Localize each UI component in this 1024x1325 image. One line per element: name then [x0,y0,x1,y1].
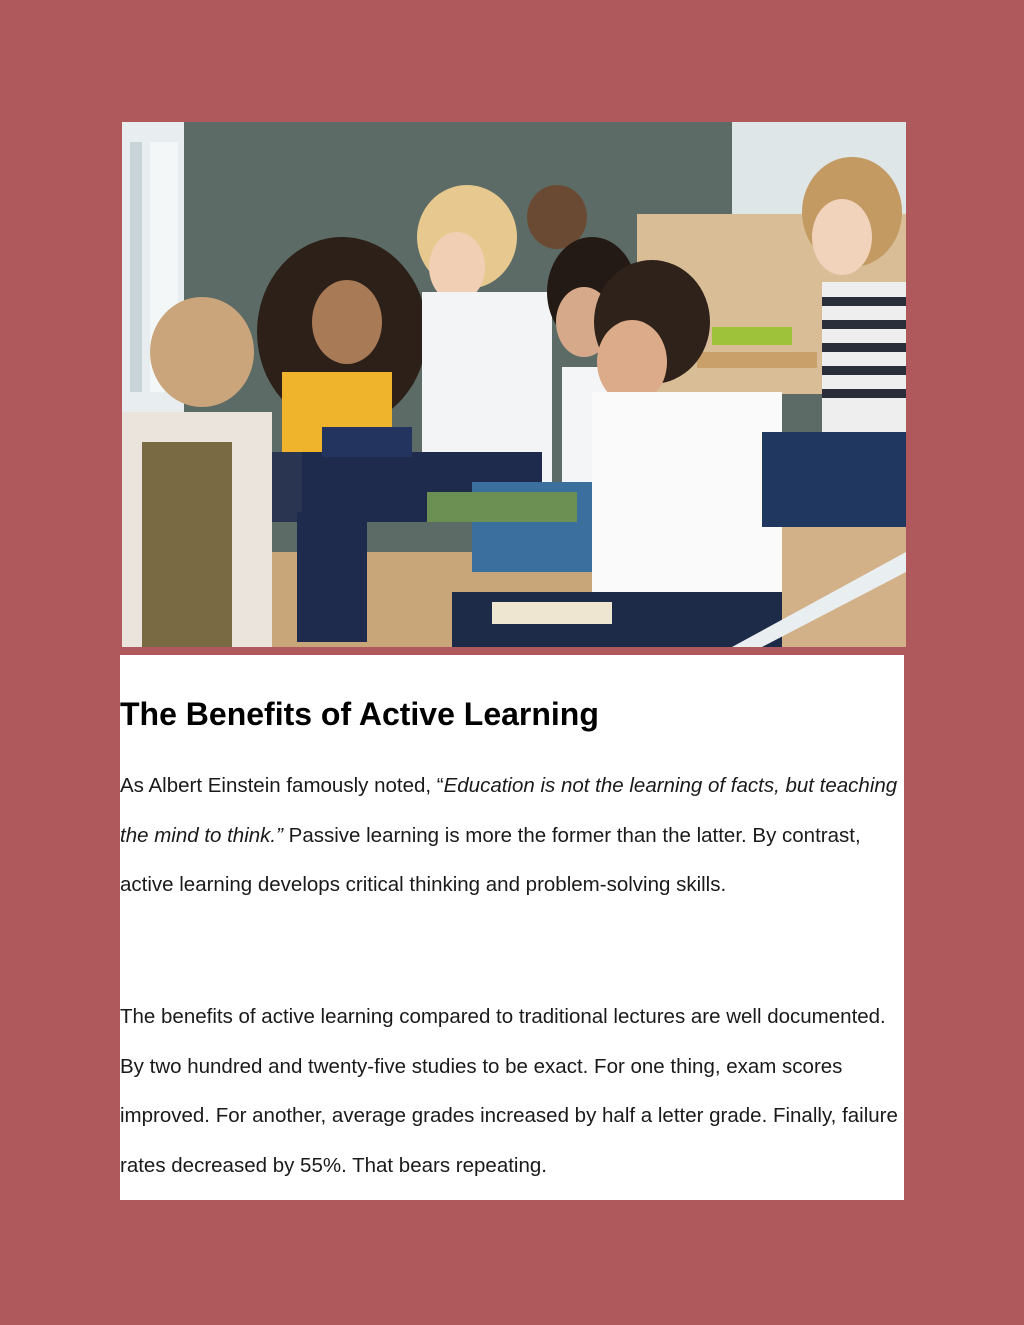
article-card [120,655,904,1200]
article-paragraph-1 [120,761,910,910]
paragraph-1-lead: As Albert Einstein famously noted, “ [120,774,444,797]
article-paragraph-2: The benefits of active learning compared to traditional lectures are well documented. By two hundred and twenty-five studies to be exact. For one thing, exam scores improved. For another, average grades increased by half a letter grade. Finally, failure rates decreased by 55%. That bears repeating. [120,1005,898,1177]
article-title: The Benefits of Active Learning [120,696,599,732]
paragraph-1-rest: Passive learning is more the former than the latter. By contrast, active learning develops critical thinking and problem-solving skills. [120,823,861,896]
classroom-photo [122,122,906,647]
einstein-quote: Education is not the learning of facts, but teaching the mind to think.” [120,774,898,847]
